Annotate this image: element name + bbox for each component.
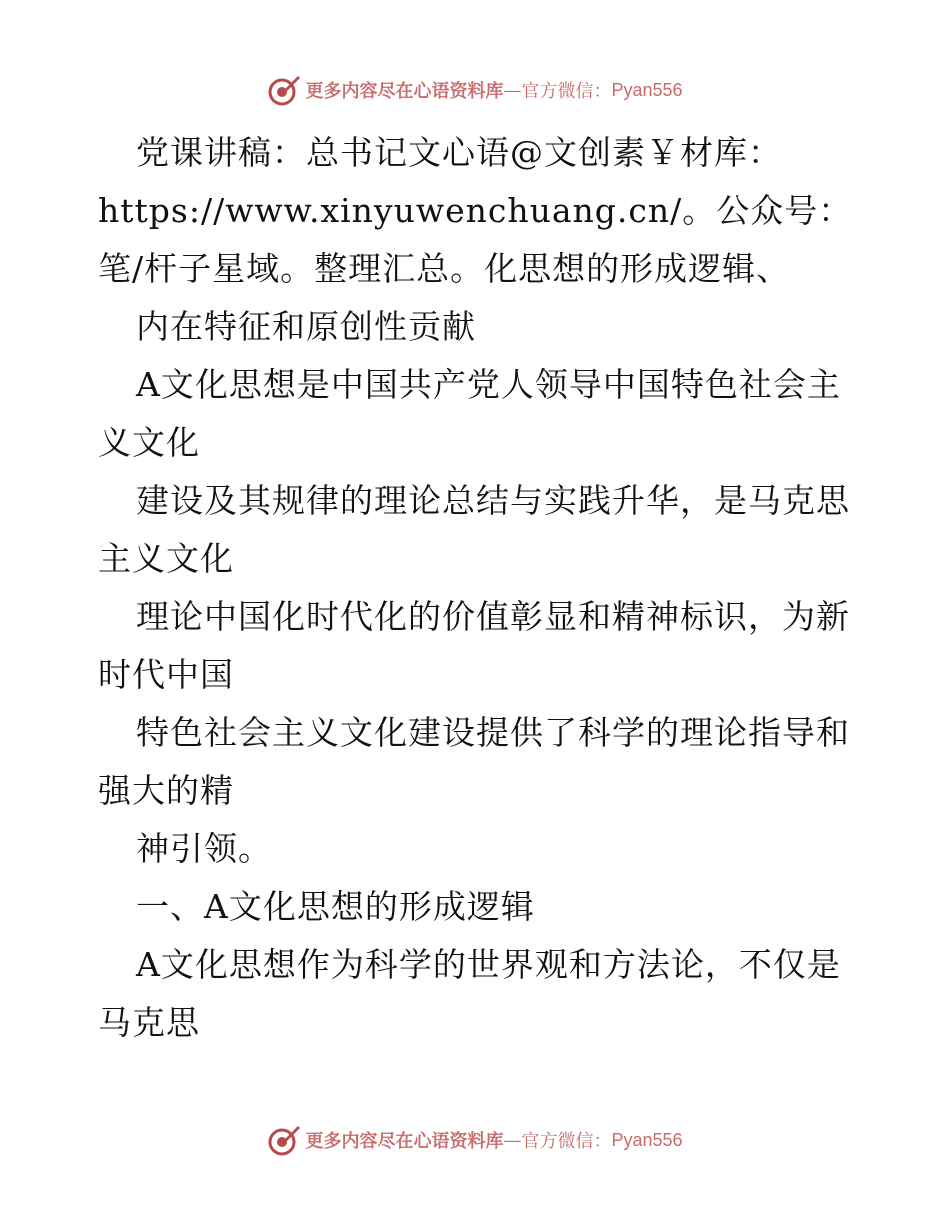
footer-wechat-id: Pyan556 <box>611 1129 683 1150</box>
text-line: 内在特征和原创性贡献 <box>136 307 476 346</box>
header-dash: — <box>503 79 522 101</box>
text-line: https://www.xinyuwenchuang.cn/。公众号： <box>98 191 853 230</box>
header-brand-text: 更多内容尽在心语资料库 <box>305 81 504 102</box>
text-line: A文化思想是中国共产党人领导中国特色社会主 <box>136 365 841 404</box>
text-line: A文化思想作为科学的世界观和方法论，不仅是 <box>136 945 841 984</box>
header-banner <box>0 70 950 110</box>
text-line: 笔/杆子星域。整理汇总。化思想的形成逻辑、 <box>98 249 791 288</box>
text-line: 神引领。 <box>136 829 272 868</box>
logo-icon <box>267 73 301 107</box>
footer-banner <box>0 1120 950 1160</box>
text-line: 强大的精 <box>98 771 234 810</box>
text-line: 特色社会主义文化建设提供了科学的理论指导和 <box>136 713 850 752</box>
text-line: 义文化 <box>98 423 200 462</box>
header-wechat-label: 官方微信： <box>521 81 612 102</box>
footer-brand-text: 更多内容尽在心语资料库 <box>305 1131 504 1152</box>
text-line: 党课讲稿：总书记文心语@文创素￥材库： <box>136 133 782 172</box>
logo-icon <box>267 1123 301 1157</box>
footer-dash: — <box>503 1129 522 1151</box>
footer-wechat-label: 官方微信： <box>521 1131 612 1152</box>
section-heading: 一、A文化思想的形成逻辑 <box>136 887 535 926</box>
text-line: 时代中国 <box>98 655 234 694</box>
text-line: 主义文化 <box>98 539 234 578</box>
text-line: 马克思 <box>98 1003 200 1042</box>
text-line: 建设及其规律的理论总结与实践升华，是马克思 <box>136 481 850 520</box>
header-wechat-id: Pyan556 <box>611 79 683 100</box>
body-text <box>98 124 858 1052</box>
text-line: 理论中国化时代化的价值彰显和精神标识，为新 <box>136 597 850 636</box>
